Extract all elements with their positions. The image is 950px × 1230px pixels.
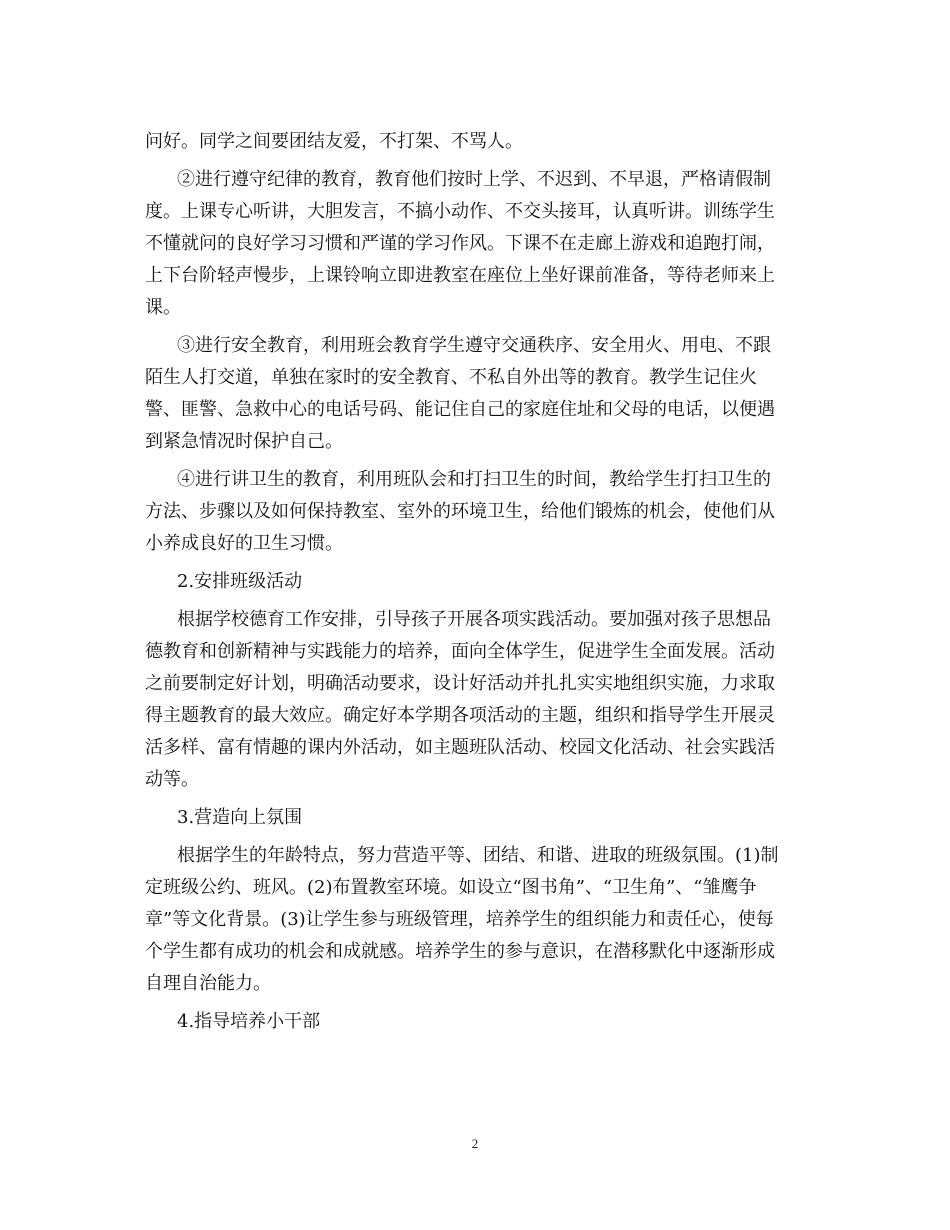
paragraph-discipline-education: [145, 164, 805, 324]
section-heading-class-cadres: 4.指导培养小干部: [177, 1011, 321, 1032]
paragraph-class-activities: [145, 604, 805, 796]
text-line: 警、匪警、急救中心的电话号码、能记住自己的家庭住址和父母的电话，以便遇: [145, 399, 775, 420]
section-heading-atmosphere: 3.营造向上氛围: [177, 807, 303, 828]
text-line: 德教育和创新精神与实践能力的培养，面向全体学生，促进学生全面发展。活动: [145, 641, 775, 662]
paragraph-safety-education: [145, 330, 805, 458]
text-line: 方法、步骤以及如何保持教室、室外的环境卫生，给他们锻炼的机会，使他们从: [145, 501, 775, 522]
text-line: 得主题教育的最大效应。确定好本学期各项活动的主题，组织和指导学生开展灵: [145, 705, 775, 726]
text-line: 根据学校德育工作安排，引导孩子开展各项实践活动。要加强对孩子思想品: [177, 609, 771, 630]
text-line: 陌生人打交道，单独在家时的安全教育、不私自外出等的教育。教学生记住火: [145, 367, 757, 388]
section-heading-class-activities: 2.安排班级活动: [177, 571, 303, 592]
text-line: ③进行安全教育，利用班会教育学生遵守交通秩序、安全用火、用电、不跟: [177, 335, 771, 356]
text-line: 个学生都有成功的机会和成就感。培养学生的参与意识，在潜移默化中逐渐形成: [145, 941, 775, 962]
text-line: 课。: [145, 297, 181, 318]
paragraph-hygiene-education: [145, 464, 805, 560]
text-line: 活多样、富有情趣的课内外活动，如主题班队活动、校园文化活动、社会实践活: [145, 737, 775, 758]
text-line: 之前要制定好计划，明确活动要求，设计好活动并扎扎实实地组织实施，力求取: [145, 673, 775, 694]
text-line: 上下台阶轻声慢步，上课铃响立即进教室在座位上坐好课前准备，等待老师来上: [145, 265, 775, 286]
text-line: 问好。同学之间要团结友爱，不打架、不骂人。: [145, 131, 523, 152]
text-line: ②进行遵守纪律的教育，教育他们按时上学、不迟到、不早退，严格请假制: [177, 169, 771, 190]
paragraph-continuation: [145, 126, 805, 158]
text-line: 根据学生的年龄特点，努力营造平等、团结、和谐、进取的班级氛围。(1)制: [177, 845, 779, 866]
paragraph-atmosphere: [145, 840, 805, 1000]
text-line: 到紧急情况时保护自己。: [145, 431, 343, 452]
text-line: 自理自治能力。: [145, 973, 271, 994]
text-line: 小养成良好的卫生习惯。: [145, 533, 343, 554]
text-line: 章”等文化背景。(3)让学生参与班级管理，培养学生的组织能力和责任心，使每: [145, 909, 774, 930]
document-body: [145, 126, 805, 1044]
text-line: 不懂就问的良好学习习惯和严谨的学习作风。下课不在走廊上游戏和追跑打闹，: [145, 233, 775, 254]
page-number: 2: [471, 1136, 479, 1151]
text-line: 定班级公约、班风。(2)布置教室环境。如设立“图书角”、“卫生角”、“雏鹰争: [145, 877, 757, 898]
text-line: ④进行讲卫生的教育，利用班队会和打扫卫生的时间，教给学生打扫卫生的: [177, 469, 771, 490]
text-line: 动等。: [145, 769, 199, 790]
text-line: 度。上课专心听讲，大胆发言，不搞小动作、不交头接耳，认真听讲。训练学生: [145, 201, 775, 222]
